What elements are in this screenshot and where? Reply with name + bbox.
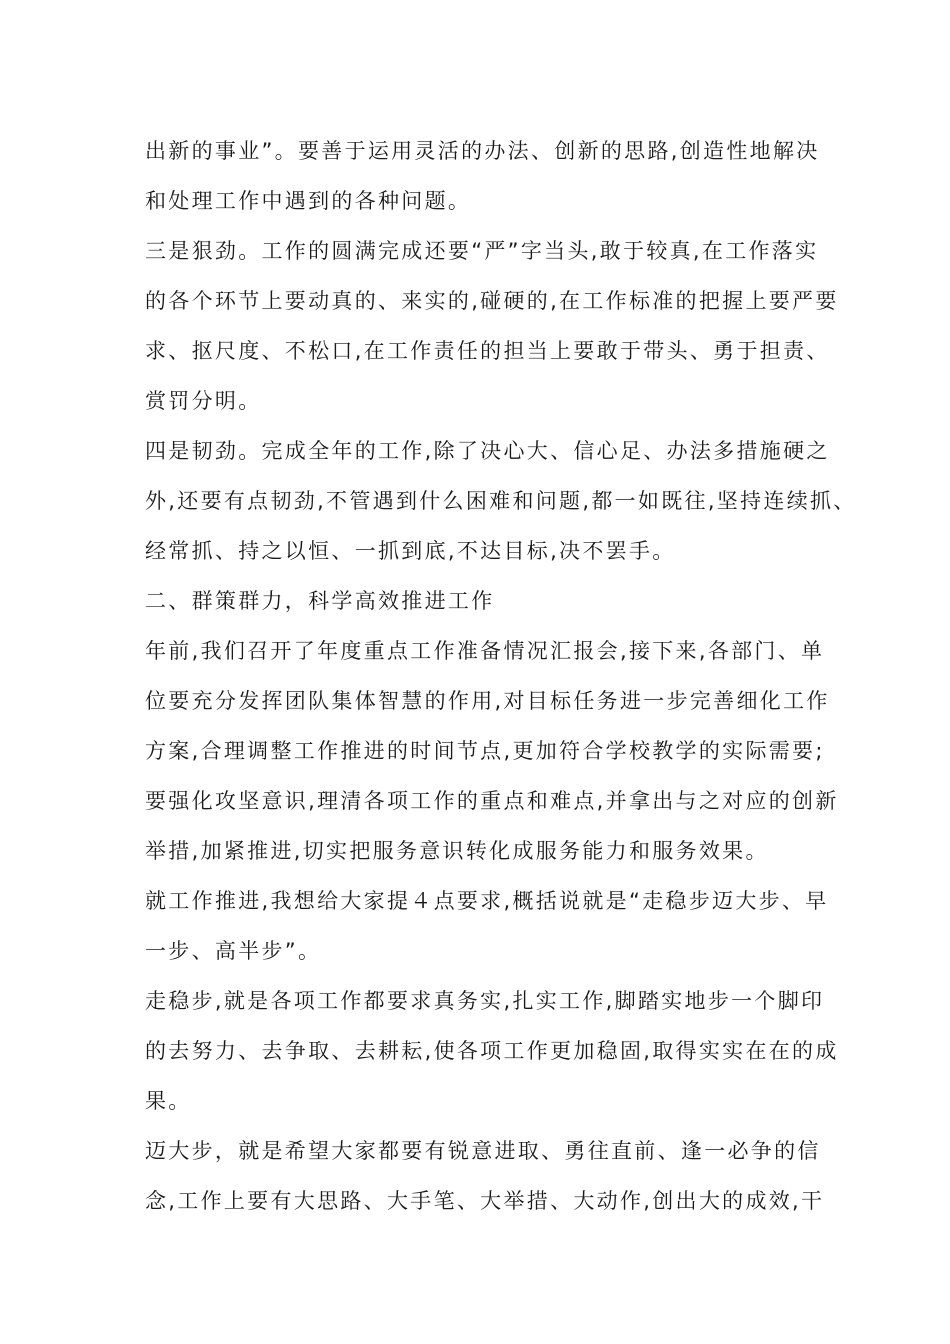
text-line: 求、抠尺度、不松口,在工作责任的担当上要敢于带头、勇于担责、 bbox=[145, 339, 830, 363]
text-line: 迈大步，就是希望大家都要有锐意进取、勇往直前、逢一必争的信 bbox=[145, 1139, 821, 1163]
text-line: 经常抓、持之以恒、一抓到底,不达目标,决不罢手。 bbox=[145, 539, 676, 563]
text-line: 一步、高半步”。 bbox=[145, 939, 322, 963]
text-line: 年前,我们召开了年度重点工作准备情况汇报会,接下来,各部门、单 bbox=[145, 639, 825, 663]
text-line: 和处理工作中遇到的各种问题。 bbox=[145, 189, 472, 213]
text-line: 就工作推进,我想给大家提４点要求,概括说就是“走稳步迈大步、早 bbox=[145, 889, 829, 913]
text-line: 位要充分发挥团队集体智慧的作用,对目标任务进一步完善细化工作 bbox=[145, 689, 830, 713]
text-line: 的去努力、去争取、去耕耘,使各项工作更加稳固,取得实实在在的成 bbox=[145, 1039, 839, 1063]
text-line: 念,工作上要有大思路、大手笔、大举措、大动作,创出大的成效,干 bbox=[145, 1189, 825, 1213]
section-heading: 二、群策群力，科学高效推进工作 bbox=[145, 589, 495, 613]
text-line: 四是韧劲。完成全年的工作,除了决心大、信心足、办法多措施硬之 bbox=[145, 439, 830, 463]
body-text bbox=[145, 126, 857, 1226]
text-line: 举措,加紧推进,切实把服务意识转化成服务能力和服务效果。 bbox=[145, 839, 769, 863]
text-line: 走稳步,就是各项工作都要求真务实,扎实工作,脚踏实地步一个脚印 bbox=[145, 989, 825, 1013]
text-line: 外,还要有点韧劲,不管遇到什么困难和问题,都一如既往,坚持连续抓、 bbox=[145, 489, 857, 513]
text-line: 出新的事业”。要善于运用灵活的办法、创新的思路,创造性地解决 bbox=[145, 139, 820, 163]
text-line: 果。 bbox=[145, 1089, 192, 1113]
text-line: 要强化攻坚意识,理清各项工作的重点和难点,并拿出与之对应的创新 bbox=[145, 789, 839, 813]
text-line: 方案,合理调整工作推进的时间节点,更加符合学校教学的实际需要; bbox=[145, 739, 825, 763]
text-line: 三是狠劲。工作的圆满完成还要“严”字当头,敢于较真,在工作落实 bbox=[145, 239, 819, 263]
text-line: 的各个环节上要动真的、来实的,碰硬的,在工作标准的把握上要严要 bbox=[145, 289, 839, 313]
text-line: 赏罚分明。 bbox=[145, 389, 262, 413]
